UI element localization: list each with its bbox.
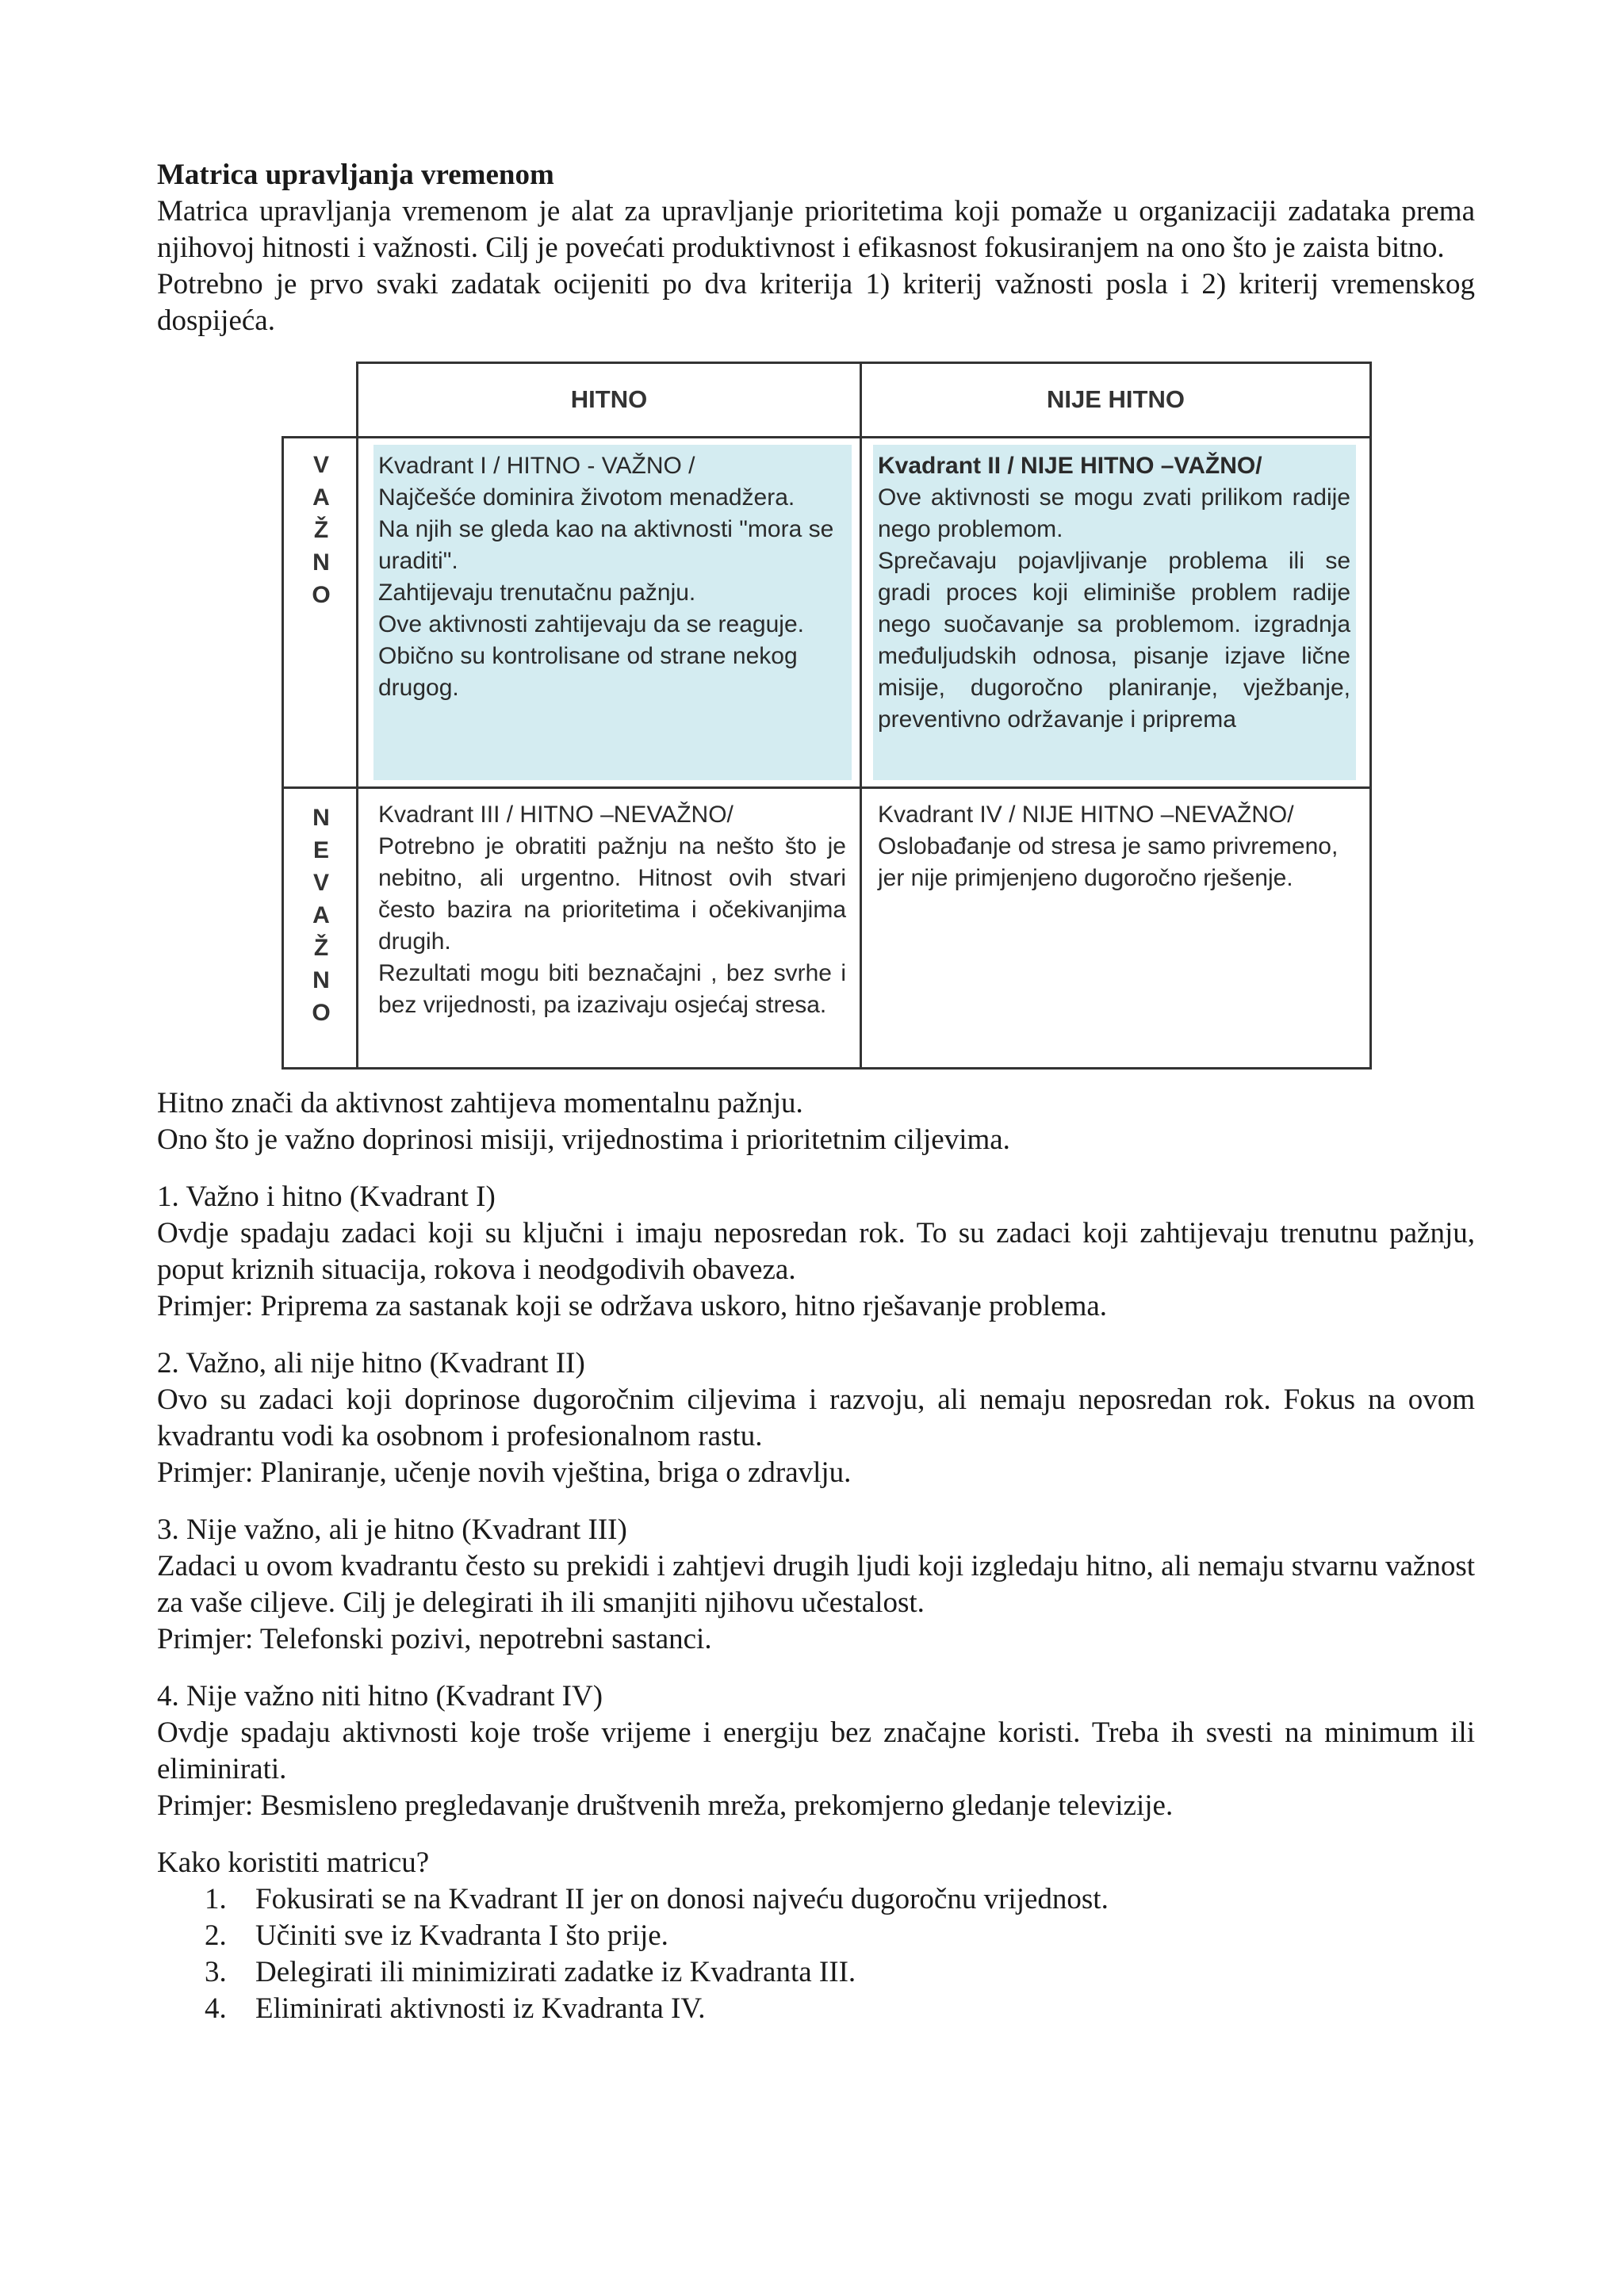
list-item <box>157 1954 1475 1991</box>
quadrant-1 <box>378 450 846 704</box>
q1-line: Na njih se gleda kao na aktivnosti "mora se uraditi". <box>378 516 834 574</box>
list-number: 4. <box>205 1992 227 2025</box>
header-nije-hitno: NIJE HITNO <box>1047 385 1185 413</box>
header-hitno: HITNO <box>570 385 648 413</box>
list-text: Delegirati ili minimizirati zadatke iz Kvadranta III. <box>255 1956 856 1988</box>
after-matrix-line-2: Ono što je važno doprinosi misiji, vrijednostima i prioritetnim ciljevima. <box>157 1123 1010 1156</box>
quadrant-3 <box>378 799 846 1021</box>
list-text: Učiniti sve iz Kvadranta I što prije. <box>255 1919 668 1952</box>
list-number: 3. <box>205 1956 227 1988</box>
row-label-vazno: V A Ž N O <box>312 452 331 608</box>
section-heading: 1. Važno i hitno (Kvadrant I) <box>157 1181 496 1213</box>
row-label-nevazno: N E V A Ž N O <box>312 805 331 1026</box>
time-management-matrix <box>282 362 1372 1070</box>
q4-line: Oslobađanje od stresa je samo privremeno, jer nije primjenjeno dugoročno rješenje. <box>878 833 1339 891</box>
section-heading: 4. Nije važno niti hitno (Kvadrant IV) <box>157 1680 603 1712</box>
document-title: Matrica upravljanja vremenom <box>157 159 554 191</box>
q4-title: Kvadrant IV / NIJE HITNO –NEVAŽNO/ <box>878 802 1294 828</box>
list-item <box>157 1918 1475 1954</box>
list-text: Eliminirati aktivnosti iz Kvadranta IV. <box>255 1992 706 2025</box>
q1-title: Kvadrant I / HITNO - VAŽNO / <box>378 453 695 479</box>
q2-line: Ove aktivnosti se mogu zvati prilikom radije nego problemom. <box>878 484 1350 542</box>
section-heading: 3. Nije važno, ali je hitno (Kvadrant III) <box>157 1513 627 1546</box>
q2-line: Sprečavaju pojavljivanje problema ili se gradi proces koji eliminiše problem radije nego suočavanje sa problemom. izgradnja međuljudskih odnosa, pisanje izjave lične misije, dugoročno planiranje, vježbanje, preventivno održavanje i priprema <box>878 548 1350 733</box>
section-text: Ovdje spadaju zadaci koji su ključni i imaju neposredan rok. To su zadaci koji zahtijevaju trenutnu pažnju, poput kriznih situacija, rokova i neodgodivih obaveza. <box>157 1217 1475 1286</box>
list-text: Fokusirati se na Kvadrant II jer on donosi najveću dugoročnu vrijednost. <box>255 1883 1109 1915</box>
list-item <box>157 1991 1475 2027</box>
section-text: Zadaci u ovom kvadrantu često su prekidi i zahtjevi drugih ljudi koji izgledaju hitno, ali nemaju stvarnu važnost za vaše ciljeve. Cilj je delegirati ih ili smanjiti njihovu učestalost. <box>157 1550 1475 1619</box>
after-matrix-line-1: Hitno znači da aktivnost zahtijeva momentalnu pažnju. <box>157 1087 803 1119</box>
section-text: Ovo su zadaci koji doprinose dugoročnim ciljevima i razvoju, ali nemaju neposredan rok. Fokus na ovom kvadrantu vodi ka osobnom i profesionalnom rastu. <box>157 1383 1475 1452</box>
q3-title: Kvadrant III / HITNO –NEVAŽNO/ <box>378 802 733 828</box>
intro-paragraph-2: Potrebno je prvo svaki zadatak ocijeniti po dva kriterija 1) kriterij važnosti posla i 2) kriterij vremenskog dospijeća. <box>157 268 1475 337</box>
q1-line: Ove aktivnosti zahtijevaju da se reaguje. <box>378 611 804 637</box>
quadrant-4 <box>878 799 1350 894</box>
howto-question: Kako koristiti matricu? <box>157 1846 430 1879</box>
section-example: Primjer: Telefonski pozivi, nepotrebni sastanci. <box>157 1623 712 1655</box>
list-number: 2. <box>205 1919 227 1952</box>
list-item <box>157 1881 1475 1918</box>
q2-title: Kvadrant II / NIJE HITNO –VAŽNO/ <box>878 453 1262 479</box>
section-example: Primjer: Planiranje, učenje novih vještina, briga o zdravlju. <box>157 1456 852 1489</box>
q1-line: Obično su kontrolisane od strane nekog drugog. <box>378 643 798 701</box>
section-example: Primjer: Besmisleno pregledavanje društvenih mreža, prekomjerno gledanje televizije. <box>157 1789 1174 1822</box>
intro-paragraph-1: Matrica upravljanja vremenom je alat za upravljanje prioritetima koji pomaže u organizaciji zadataka prema njihovoj hitnosti i važnosti. Cilj je povećati produktivnost i efikasnost fokusiranjem na ono što je zaista bitno. <box>157 195 1475 264</box>
q3-line: Potrebno je obratiti pažnju na nešto što je nebitno, ali urgentno. Hitnost ovih stvari često bazira na prioritetima i očekivanjima drugih. <box>378 833 846 955</box>
q1-line: Zahtijevaju trenutačnu pažnju. <box>378 580 696 606</box>
section-example: Primjer: Priprema za sastanak koji se održava uskoro, hitno rješavanje problema. <box>157 1290 1108 1322</box>
quadrant-2 <box>878 450 1350 736</box>
document-page <box>157 157 1475 2027</box>
q3-line: Rezultati mogu biti beznačajni , bez svrhe i bez vrijednosti, pa izazivaju osjećaj stresa. <box>378 960 846 1018</box>
q1-line: Najčešće dominira životom menadžera. <box>378 484 795 511</box>
howto-list <box>157 1881 1475 2027</box>
section-heading: 2. Važno, ali nije hitno (Kvadrant II) <box>157 1347 585 1380</box>
section-text: Ovdje spadaju aktivnosti koje troše vrijeme i energiju bez značajne koristi. Treba ih svesti na minimum ili eliminirati. <box>157 1716 1475 1785</box>
list-number: 1. <box>205 1883 227 1915</box>
